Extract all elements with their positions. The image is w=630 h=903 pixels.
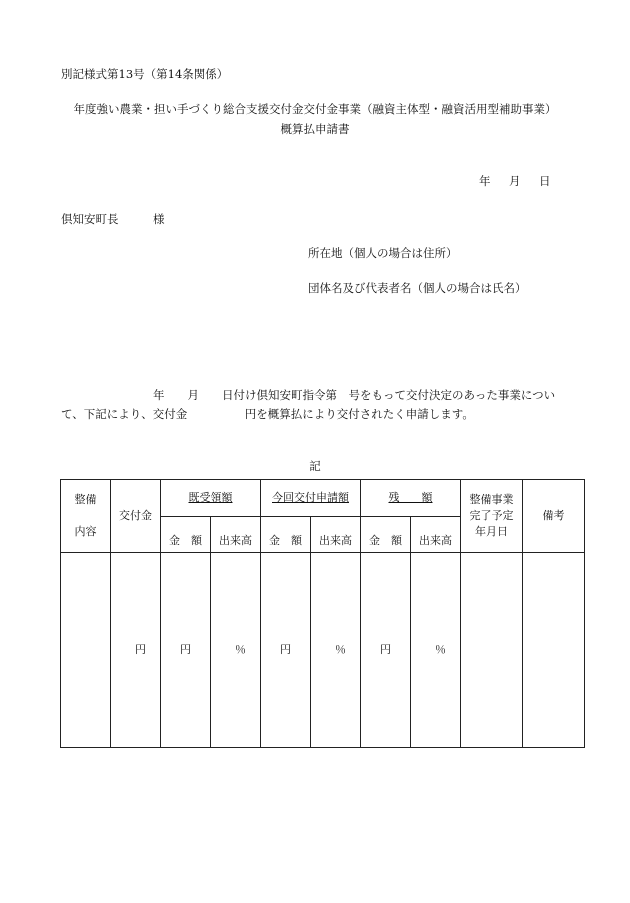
unit-percent: ％ (435, 643, 446, 656)
header-remaining-progress: 出来高 (411, 517, 461, 553)
addressee: 倶知安町長 様 (61, 212, 165, 226)
unit-percent: ％ (335, 643, 346, 656)
document-subtitle: 概算払申請書 (280, 122, 350, 136)
cell-remarks[interactable] (523, 553, 585, 748)
header-grant: 交付金 (111, 480, 161, 553)
document-title: 年度強い農業・担い手づくり総合支援交付金交付金事業（融資主体型・融資活用型補助事業） (73, 102, 557, 116)
cell-received-progress[interactable] (211, 553, 261, 748)
date-month-label: 月 (509, 174, 521, 188)
unit-percent: ％ (235, 643, 246, 656)
cell-received-amount[interactable] (161, 553, 211, 748)
body-line-2: て、下記により、交付金 円を概算払により交付されたく申請します。 (61, 407, 474, 421)
header-remaining (361, 480, 461, 517)
application-table (60, 479, 585, 748)
header-remaining-label: 残 額 (388, 491, 433, 504)
header-remaining-amount: 金 額 (361, 517, 411, 553)
cell-remaining-progress[interactable] (411, 553, 461, 748)
cell-current-progress[interactable] (311, 553, 361, 748)
unit-yen: 円 (380, 643, 391, 656)
cell-item-content[interactable] (61, 553, 111, 748)
header-current-label: 今回交付申請額 (272, 491, 349, 504)
header-item-content (61, 480, 111, 553)
date-year-label: 年 (479, 174, 491, 188)
cell-completion-date[interactable] (461, 553, 523, 748)
cell-grant[interactable] (111, 553, 161, 748)
header-item-top: 整備 (74, 493, 97, 506)
header-current-amount: 金 額 (261, 517, 311, 553)
unit-yen: 円 (180, 643, 191, 656)
header-received (161, 480, 261, 517)
unit-yen: 円 (135, 643, 146, 656)
header-item-bottom: 内容 (74, 525, 97, 538)
header-completion-date (461, 480, 523, 553)
form-number: 別記様式第13号（第14条関係） (61, 67, 229, 81)
cell-remaining-amount[interactable] (361, 553, 411, 748)
body-line-1: 年 月 日付け倶知安町指令第 号をもって交付決定のあった事業につい (61, 388, 556, 402)
header-current (261, 480, 361, 517)
header-completion-l2: 完了予定 (469, 509, 514, 522)
date-line (479, 173, 551, 189)
header-received-progress: 出来高 (211, 517, 261, 553)
cell-current-amount[interactable] (261, 553, 311, 748)
application-body (61, 386, 555, 424)
header-received-label: 既受領額 (188, 491, 233, 504)
header-completion-l1: 整備事業 (469, 493, 514, 506)
header-received-amount: 金 額 (161, 517, 211, 553)
unit-yen: 円 (280, 643, 291, 656)
applicant-address-label: 所在地（個人の場合は住所） (308, 246, 458, 260)
header-remarks: 備考 (523, 480, 585, 553)
header-completion-l3: 年月日 (475, 525, 508, 538)
applicant-name-label: 団体名及び代表者名（個人の場合は氏名） (308, 281, 527, 295)
header-current-progress: 出来高 (311, 517, 361, 553)
ki-heading: 記 (309, 459, 321, 473)
date-day-label: 日 (539, 174, 551, 188)
